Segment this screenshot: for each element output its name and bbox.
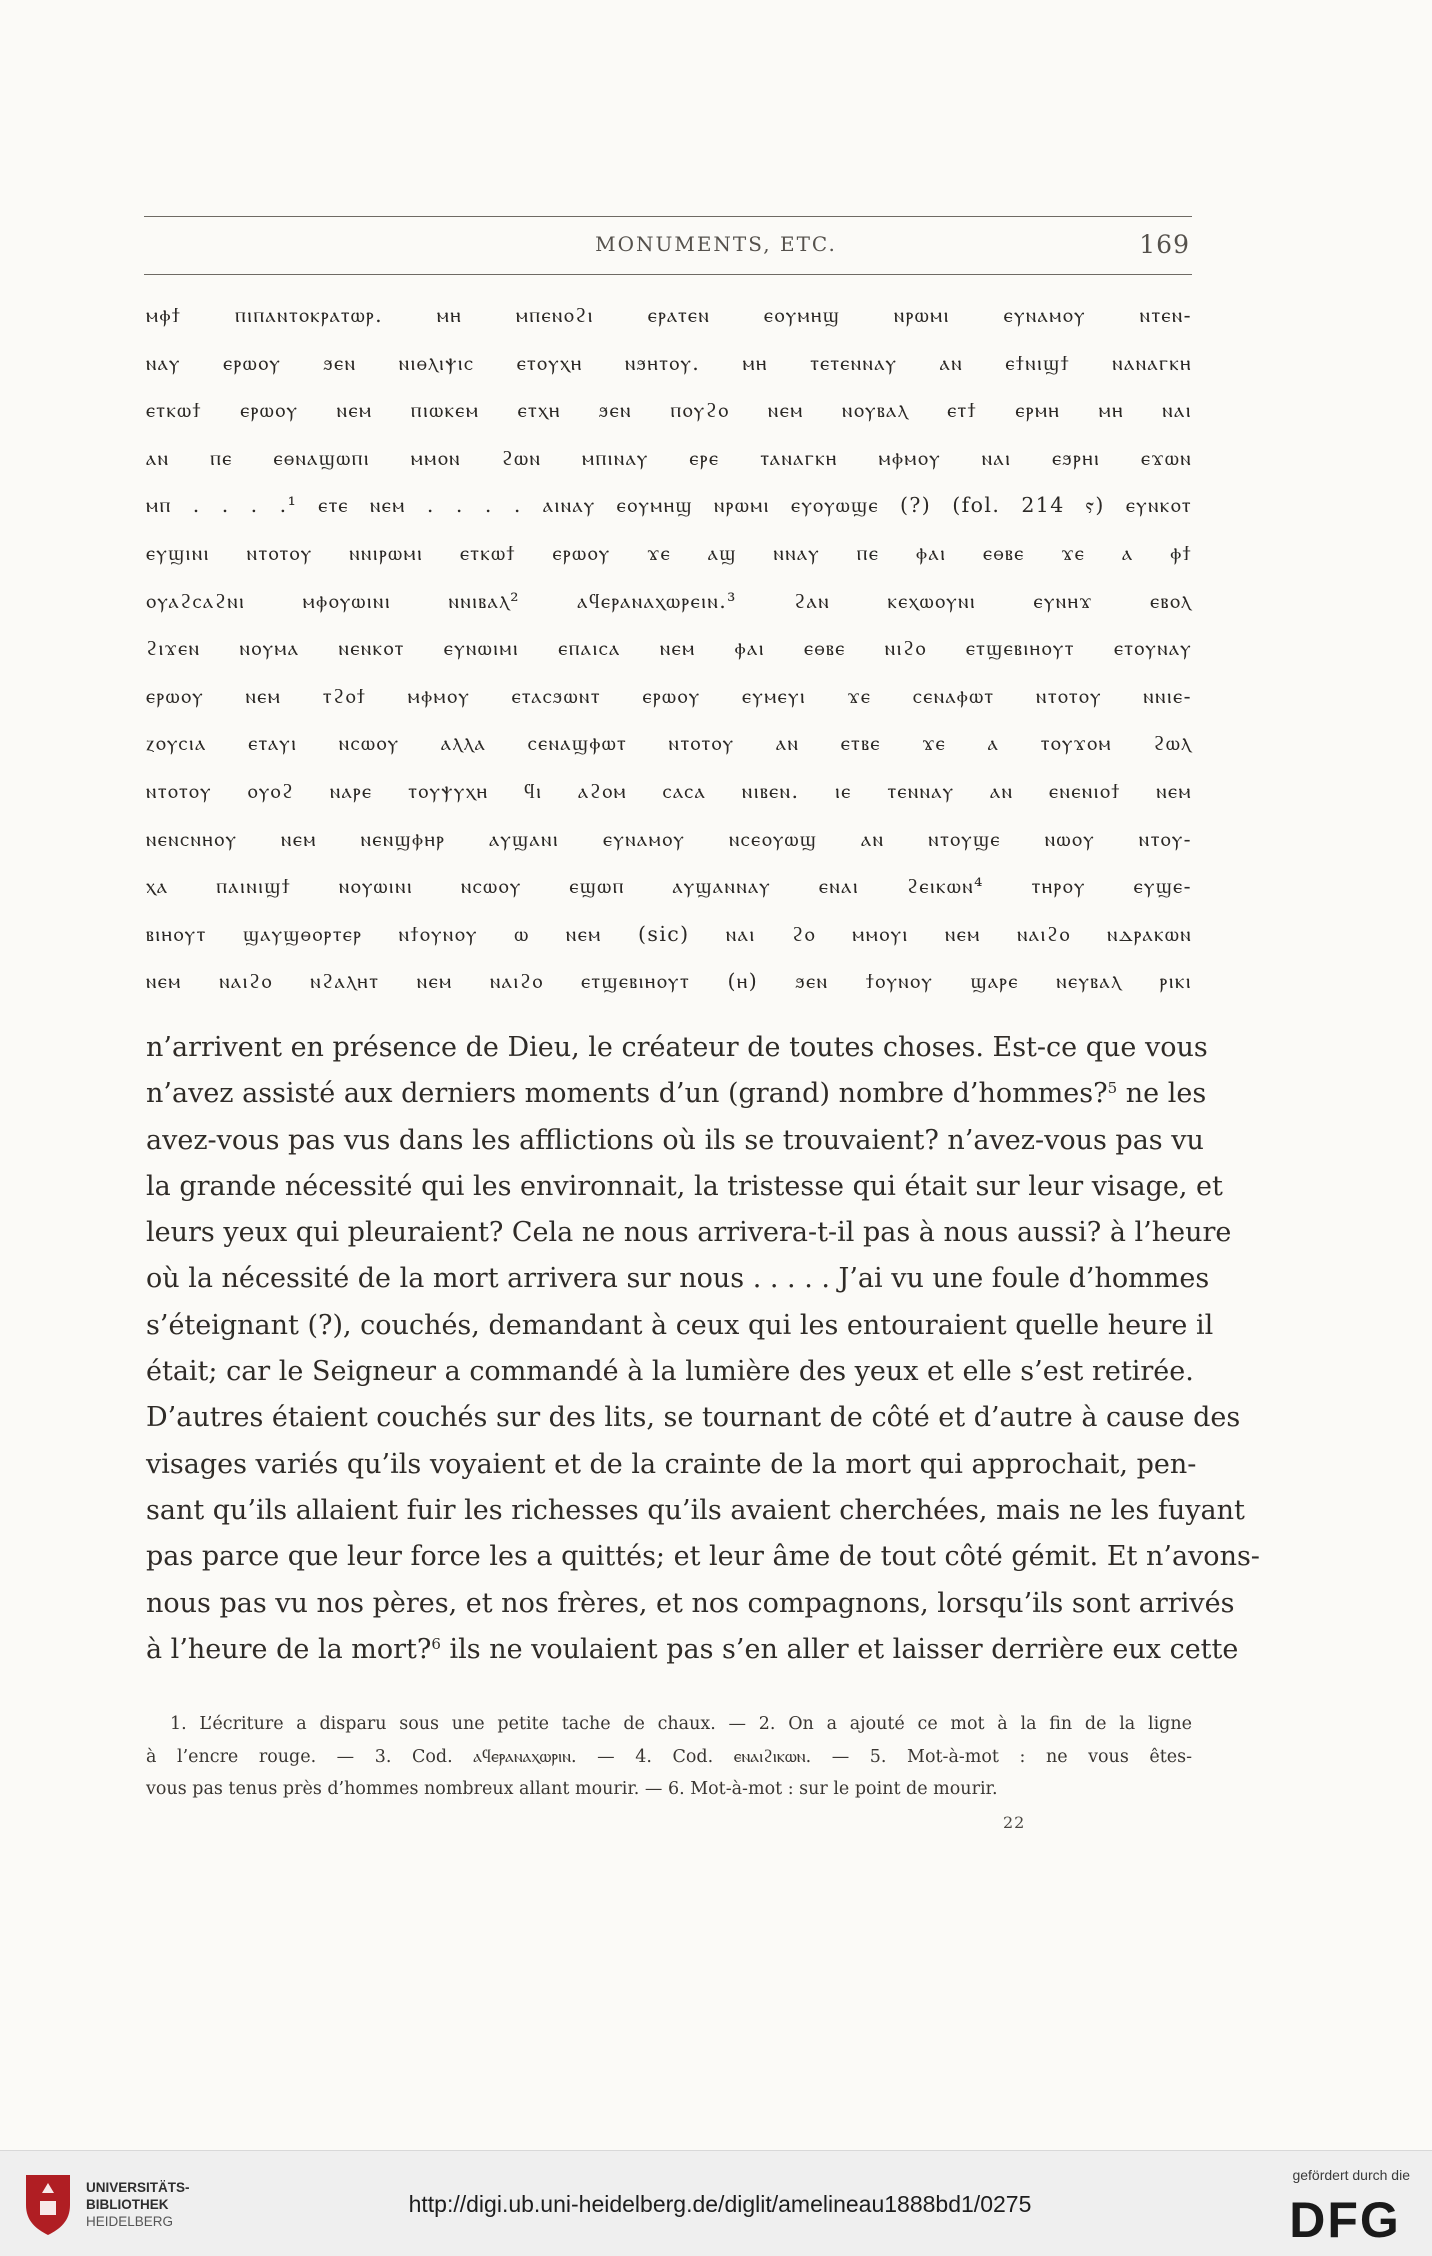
- running-header-title: MONUMENTS, ETC.: [595, 232, 837, 256]
- coptic-line: ⲃⲓⲏⲟⲩⲧ ϣⲁⲩϣⲑⲟⲣⲧⲉⲣ ⲛϯⲟⲩⲛⲟⲩ ⲱ ⲛⲉⲙ (sic) ⲛⲁⲓ ϩⲟ ⲙⲙⲟⲩⲓ ⲛⲉⲙ ⲛⲁⲓϩⲟ ⲛⲇⲣⲁⲕⲱⲛ: [146, 921, 1192, 946]
- french-translation-block: [146, 1025, 1260, 1673]
- footnote-reference: 6: [431, 1634, 441, 1653]
- french-line-text: où la nécessité de la mort arrivera sur nous . . . . . J’ai vu une foule d’hommes: [146, 1263, 1210, 1295]
- french-line-text: visages variés qu’ils voyaient et de la crainte de la mort qui approchait, pen-: [146, 1448, 1197, 1480]
- footnote-line: vous pas tenus près d’hommes nombreux allant mourir. — 6. Mot-à-mot : sur le point de mourir.: [146, 1779, 998, 1799]
- french-line: [146, 1488, 1245, 1534]
- dfg-logo-text: DFG: [1289, 2192, 1401, 2245]
- french-line-text: n’avez assisté aux derniers moments d’un (grand) nombre d’hommes?: [146, 1078, 1108, 1110]
- coptic-text-block: [146, 292, 1192, 1006]
- french-line-text: s’éteignant (?), couchés, demandant à ceux qui les entouraient quelle heure il: [146, 1309, 1214, 1341]
- french-line-text: la grande nécessité qui les environnait, la tristesse qui était sur leur visage, et: [146, 1170, 1223, 1202]
- coptic-line: ⲟⲩⲁϩⲥⲁϩⲛⲓ ⲙⲫⲟⲩⲱⲓⲛⲓ ⲛⲛⲓⲃⲁⲗ² ⲁϥⲉⲣⲁⲛⲁⲭⲱⲣⲉⲓⲛ.³ ϩⲁⲛ ⲕⲉⲭⲱⲟⲩⲛⲓ ⲉⲩⲛⲏϫ ⲉⲃⲟⲗ: [146, 588, 1192, 613]
- french-line-text: sant qu’ils allaient fuir les richesses qu’ils avaient cherchées, mais ne les fuyant: [146, 1494, 1245, 1526]
- coptic-line: ⲭⲁ ⲡⲁⲓⲛⲓϣϯ ⲛⲟⲩⲱⲓⲛⲓ ⲛⲥⲱⲟⲩ ⲉϣⲱⲡ ⲁⲩϣⲁⲛⲛⲁⲩ ⲉⲛⲁⲓ ϩⲉⲓⲕⲱⲛ⁴ ⲧⲏⲣⲟⲩ ⲉⲩϣⲉ-: [146, 874, 1192, 899]
- coptic-line: ⲛⲉⲛⲥⲛⲏⲟⲩ ⲛⲉⲙ ⲛⲉⲛϣⲫⲏⲣ ⲁⲩϣⲁⲛⲓ ⲉⲩⲛⲁⲙⲟⲩ ⲛⲥⲉⲟⲩⲱϣ ⲁⲛ ⲛⲧⲟⲩϣⲉ ⲛⲱⲟⲩ ⲛⲧⲟⲩ-: [146, 826, 1192, 851]
- signature-mark: 22: [1003, 1813, 1026, 1832]
- french-line: [146, 1071, 1207, 1117]
- university-name: UNIVERSITÄTS- BIBLIOTHEK HEIDELBERG: [86, 2180, 190, 2229]
- french-line: [146, 1442, 1197, 1488]
- coptic-line: ⲉⲧⲕⲱϯ ⲉⲣⲱⲟⲩ ⲛⲉⲙ ⲡⲓⲱⲕⲉⲙ ⲉⲧⲭⲏ ϧⲉⲛ ⲡⲟⲩϩⲟ ⲛⲉⲙ ⲛⲟⲩⲃⲁⲗ ⲉⲧϯ ⲉⲣⲙⲏ ⲙⲏ ⲛⲁⲓ: [146, 398, 1192, 423]
- university-seal-icon: [20, 2171, 76, 2237]
- header-rule-top: [144, 216, 1192, 217]
- french-line: [146, 1303, 1214, 1349]
- french-line: [146, 1118, 1204, 1164]
- french-line: [146, 1581, 1235, 1627]
- funding-caption: gefördert durch die: [1292, 2167, 1410, 2183]
- footnote-reference: 5: [1107, 1079, 1118, 1098]
- french-line-text: n’arrivent en présence de Dieu, le créateur de toutes choses. Est-ce que vous: [146, 1032, 1208, 1063]
- french-line: [146, 1349, 1192, 1395]
- coptic-line: ⲍⲟⲩⲥⲓⲁ ⲉⲧⲁⲩⲓ ⲛⲥⲱⲟⲩ ⲁⲗⲗⲁ ⲥⲉⲛⲁϣⲫⲱⲧ ⲛⲧⲟⲧⲟⲩ ⲁⲛ ⲉⲧⲃⲉ ϫⲉ ⲁ ⲧⲟⲩϫⲟⲙ ϩⲱⲗ: [146, 731, 1192, 756]
- footnotes-block: [146, 1708, 1192, 1806]
- permalink-url[interactable]: http://digi.ub.uni-heidelberg.de/diglit/amelineau1888bd1/0275: [408, 2191, 1032, 2217]
- coptic-line: ⲉⲣⲱⲟⲩ ⲛⲉⲙ ⲧϩⲟϯ ⲙⲫⲙⲟⲩ ⲉⲧⲁⲥϧⲱⲛⲧ ⲉⲣⲱⲟⲩ ⲉⲩⲙⲉⲩⲓ ϫⲉ ⲥⲉⲛⲁⲫⲱⲧ ⲛⲧⲟⲧⲟⲩ ⲛⲛⲓⲉ-: [146, 683, 1192, 708]
- footnote-line: 1. L’écriture a disparu sous une petite tache de chaux. — 2. On a ajouté ce mot à la fin de la ligne: [170, 1714, 1192, 1734]
- french-line-text: ne les: [1117, 1078, 1207, 1110]
- coptic-line: ⲛⲁⲩ ⲉⲣⲱⲟⲩ ϧⲉⲛ ⲛⲓⲑⲗⲓⲯⲓⲥ ⲉⲧⲟⲩⲭⲏ ⲛϧⲏⲧⲟⲩ. ⲙⲏ ⲧⲉⲧⲉⲛⲛⲁⲩ ⲁⲛ ⲉϯⲛⲓϣϯ ⲛⲁⲛⲁⲅⲕⲏ: [146, 350, 1192, 375]
- french-line-text: ils ne voulaient pas s’en aller et laisser derrière eux cette: [440, 1633, 1239, 1665]
- coptic-line: ⲛⲉⲙ ⲛⲁⲓϩⲟ ⲛϩⲁⲗⲏⲧ ⲛⲉⲙ ⲛⲁⲓϩⲟ ⲉⲧϣⲉⲃⲓⲏⲟⲩⲧ (ⲏ) ϧⲉⲛ ϯⲟⲩⲛⲟⲩ ϣⲁⲣⲉ ⲛⲉⲩⲃⲁⲗ ⲣⲓⲕⲓ: [146, 969, 1192, 994]
- french-line: [146, 1627, 1239, 1673]
- french-line-text: à l’heure de la mort?: [146, 1633, 432, 1665]
- french-line: [146, 1256, 1210, 1302]
- dfg-logo-icon: [1280, 2189, 1410, 2245]
- french-line: [146, 1534, 1260, 1580]
- french-line: [146, 1025, 1208, 1071]
- french-line-text: D’autres étaient couchés sur des lits, se tournant de côté et d’autre à cause des: [146, 1402, 1241, 1434]
- viewer-footer: [0, 2150, 1432, 2256]
- coptic-line: ϩⲓϫⲉⲛ ⲛⲟⲩⲙⲁ ⲛⲉⲛⲕⲟⲧ ⲉⲩⲛⲱⲓⲙⲓ ⲉⲡⲁⲓⲥⲁ ⲛⲉⲙ ⲫⲁⲓ ⲉⲑⲃⲉ ⲛⲓϩⲟ ⲉⲧϣⲉⲃⲓⲏⲟⲩⲧ ⲉⲧⲟⲩⲛⲁⲩ: [146, 636, 1192, 661]
- footnote-line: à l’encre rouge. — 3. Cod. ⲁϥⲉⲣⲁⲛⲁⲭⲱⲣⲓⲛ. — 4. Cod. ⲉⲛⲁⲓϩⲓⲕⲱⲛ. — 5. Mot-à-mot : ne vous êtes-: [146, 1746, 1192, 1767]
- french-line-text: pas parce que leur force les a quittés; et leur âme de tout côté gémit. Et n’avons-: [146, 1541, 1260, 1573]
- header-rule-bottom: [144, 274, 1192, 275]
- coptic-line: ⲁⲛ ⲡⲉ ⲉⲑⲛⲁϣⲱⲡⲓ ⲙⲙⲟⲛ ϩⲱⲛ ⲙⲡⲓⲛⲁⲩ ⲉⲣⲉ ⲧⲁⲛⲁⲅⲕⲏ ⲙⲫⲙⲟⲩ ⲛⲁⲓ ⲉϧⲣⲏⲓ ⲉϫⲱⲛ: [146, 445, 1192, 470]
- french-line: [146, 1164, 1223, 1210]
- french-line-text: nous pas vu nos pères, et nos frères, et nos compagnons, lorsqu’ils sont arrivés: [146, 1587, 1235, 1619]
- french-line-text: leurs yeux qui pleuraient? Cela ne nous arrivera-t-il pas à nous aussi? à l’heure: [146, 1217, 1232, 1249]
- coptic-line: ⲉⲩϣⲓⲛⲓ ⲛⲧⲟⲧⲟⲩ ⲛⲛⲓⲣⲱⲙⲓ ⲉⲧⲕⲱϯ ⲉⲣⲱⲟⲩ ϫⲉ ⲁϣ ⲛⲛⲁⲩ ⲡⲉ ⲫⲁⲓ ⲉⲑⲃⲉ ϫⲉ ⲁ ⲫϯ: [146, 540, 1192, 565]
- page-number: 169: [1139, 230, 1190, 259]
- coptic-line: ⲙⲫϯ ⲡⲓⲡⲁⲛⲧⲟⲕⲣⲁⲧⲱⲣ. ⲙⲏ ⲙⲡⲉⲛⲟϩⲓ ⲉⲣⲁⲧⲉⲛ ⲉⲟⲩⲙⲏϣ ⲛⲣⲱⲙⲓ ⲉⲩⲛⲁⲙⲟⲩ ⲛⲧⲉⲛ-: [146, 303, 1192, 327]
- french-line: [146, 1395, 1241, 1441]
- french-line: [146, 1210, 1232, 1256]
- french-line-text: était; car le Seigneur a commandé à la lumière des yeux et elle s’est retirée.: [146, 1356, 1194, 1388]
- coptic-line: ⲙⲡ . . . .¹ ⲉⲧⲉ ⲛⲉⲙ . . . . ⲁⲓⲛⲁⲩ ⲉⲟⲩⲙⲏϣ ⲛⲣⲱⲙⲓ ⲉⲩⲟⲩⲱϣⲉ (?) (fol. 214 ⲋ) ⲉⲩⲛⲕⲟⲧ: [146, 493, 1192, 518]
- french-line-text: avez-vous pas vus dans les afflictions où ils se trouvaient? n’avez-vous pas vu: [146, 1124, 1204, 1156]
- coptic-line: ⲛⲧⲟⲧⲟⲩ ⲟⲩⲟϩ ⲛⲁⲣⲉ ⲧⲟⲩⲯⲩⲭⲏ ϥⲓ ⲁϩⲟⲙ ⲥⲁⲥⲁ ⲛⲓⲃⲉⲛ. ⲓⲉ ⲧⲉⲛⲛⲁⲩ ⲁⲛ ⲉⲛⲉⲛⲓⲟϯ ⲛⲉⲙ: [146, 778, 1192, 803]
